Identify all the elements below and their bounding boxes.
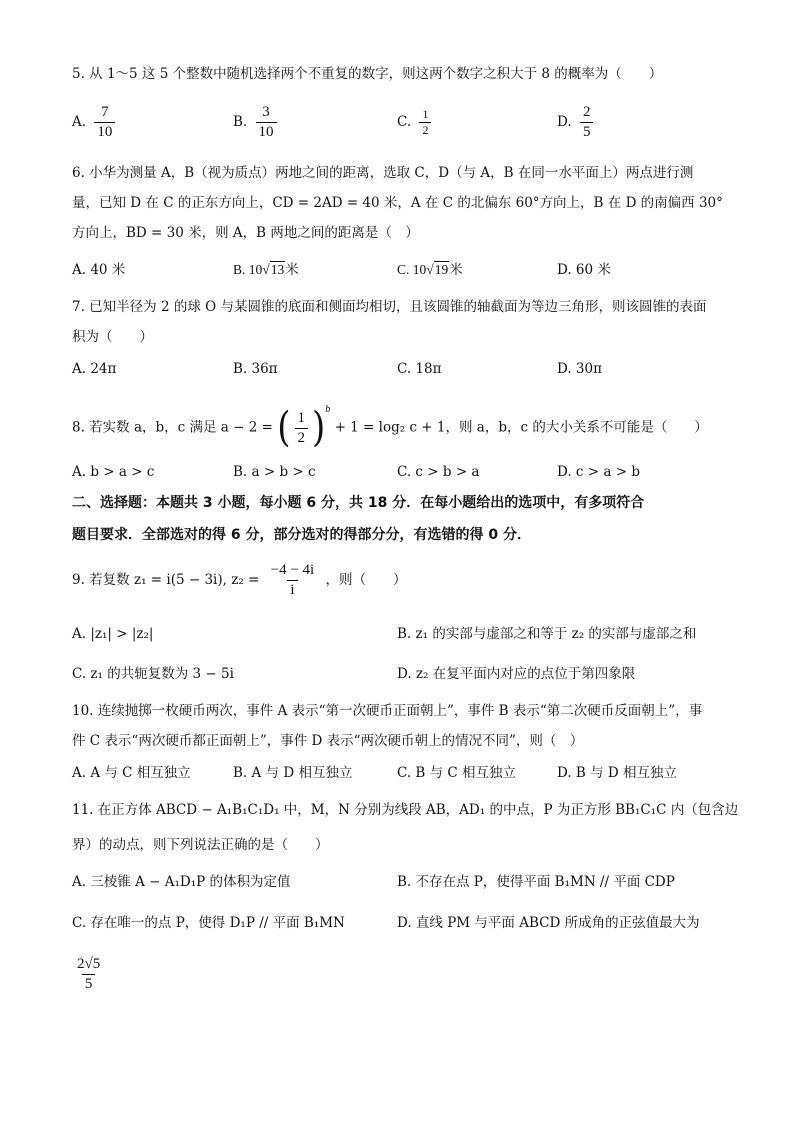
q5-c-fraction: $\frac{1}{2}$ xyxy=(419,108,431,137)
q6-option-d: D. 60 米 xyxy=(557,262,611,278)
q10-option-a: A. A 与 C 相互独立 xyxy=(72,765,191,781)
q5-stem: 5. 从 1～5 这 5 个整数中随机选择两个不重复的数字，则这两个数字之积大于 8 的概率为（ ） xyxy=(72,66,663,82)
q6-line-1: 6. 小华为测量 A，B（视为质点）两地之间的距离，选取 C，D（与 A，B 在同一水平面上）两点进行测 xyxy=(72,165,694,181)
q8-stem: 8. 若实数 a，b，c 满足 a − 2 = ( $\frac{1}{2}$ )$^b$ + 1 = log₂ c + 1，则 a，b，c 的大小关系不可能是（ ） xyxy=(72,404,708,452)
q8-option-d: D. c > a > b xyxy=(557,464,640,480)
q9-option-c: C. z₁ 的共轭复数为 3 − 5i xyxy=(72,666,234,682)
q10-line-2: 件 C 表示“两次硬币都正面朝上”，事件 D 表示“两次硬币朝上的情况不同”，则（ ） xyxy=(72,733,584,749)
q7-option-c: C. 18π xyxy=(397,361,442,377)
q5-option-b: B. $\frac{3}{10}$ xyxy=(233,104,281,141)
q9-option-b: B. z₁ 的实部与虚部之和等于 z₂ 的实部与虚部之和 xyxy=(397,626,697,642)
q5-a-fraction: $\frac{7}{10}$ xyxy=(94,104,115,141)
q11-option-a: A. 三棱锥 A − A₁D₁P 的体积为定值 xyxy=(72,874,291,890)
q11-option-b: B. 不存在点 P，使得平面 B₁MN // 平面 CDP xyxy=(397,874,675,890)
q6-option-b: B. 10√13米 xyxy=(233,262,299,277)
q6-option-c: C. 10√19米 xyxy=(397,262,463,277)
q5-option-d: D. $\frac{2}{5}$ xyxy=(557,104,597,141)
q9-fraction: $\frac{-4 - 4i}{i}$ xyxy=(270,562,315,598)
q9-option-d: D. z₂ 在复平面内对应的点位于第四象限 xyxy=(397,666,636,682)
q11-option-d-fraction: $\frac{2√5}{5}$ xyxy=(77,956,101,992)
q11-line-2: 界）的动点，则下列说法正确的是（ ） xyxy=(72,837,329,853)
q6-line-3: 方向上，BD = 30 米，则 A，B 两地之间的距离是（ ） xyxy=(72,225,419,241)
q8-fraction: $\frac{1}{2}$ xyxy=(295,410,309,447)
q9-stem: 9. 若复数 z₁ = i(5 − 3i), z₂ = $\frac{-4 - 4i}{i}$ ，则（ ） xyxy=(72,562,407,598)
q6-line-2: 量，已知 D 在 C 的正东方向上，CD = 2AD = 40 米，A 在 C 的北偏东 60°方向上，B 在 D 的南偏西 30° xyxy=(72,195,723,211)
q6-option-a: A. 40 米 xyxy=(72,262,126,278)
q5-option-c: C. $\frac{1}{2}$ xyxy=(397,108,435,137)
q11-option-d: D. 直线 PM 与平面 ABCD 所成角的正弦值最大为 xyxy=(397,915,700,931)
q8-option-c: C. c > b > a xyxy=(397,464,480,480)
q10-option-c: C. B 与 C 相互独立 xyxy=(397,765,517,781)
section-2-heading-line-2: 题目要求．全部选对的得 6 分，部分选对的得部分分，有选错的得 0 分． xyxy=(72,527,531,543)
q7-line-2: 积为（ ） xyxy=(72,329,153,345)
q5-d-fraction: $\frac{2}{5}$ xyxy=(580,104,594,141)
section-2-heading-line-1: 二、选择题：本题共 3 小题，每小题 6 分，共 18 分．在每小题给出的选项中，有多项符合 xyxy=(72,495,645,511)
q7-option-d: D. 30π xyxy=(557,361,602,377)
q5-b-fraction: $\frac{3}{10}$ xyxy=(256,104,277,141)
q7-option-b: B. 36π xyxy=(233,361,278,377)
q11-option-c: C. 存在唯一的点 P，使得 D₁P // 平面 B₁MN xyxy=(72,915,345,931)
q5-option-a: A. $\frac{7}{10}$ xyxy=(72,104,119,141)
q9-option-a: A. |z₁| > |z₂| xyxy=(72,626,154,642)
q8-left-paren: ( xyxy=(277,404,291,452)
q8-right-paren: ) xyxy=(312,404,326,452)
q8-option-b: B. a > b > c xyxy=(233,464,316,480)
q10-option-b: B. A 与 D 相互独立 xyxy=(233,765,353,781)
q7-option-a: A. 24π xyxy=(72,361,117,377)
q10-line-1: 10. 连续抛掷一枚硬币两次，事件 A 表示“第一次硬币正面朝上”，事件 B 表示“第二次硬币反面朝上”，事 xyxy=(72,703,703,719)
q10-option-d: D. B 与 D 相互独立 xyxy=(557,765,678,781)
q11-line-1: 11. 在正方体 ABCD − A₁B₁C₁D₁ 中，M，N 分别为线段 AB，AD₁ 的中点，P 为正方形 BB₁C₁C 内（包含边 xyxy=(72,802,739,818)
q7-line-1: 7. 已知半径为 2 的球 O 与某圆锥的底面和侧面均相切，且该圆锥的轴截面为等边三角形，则该圆锥的表面 xyxy=(72,299,707,315)
q8-option-a: A. b > a > c xyxy=(72,464,155,480)
